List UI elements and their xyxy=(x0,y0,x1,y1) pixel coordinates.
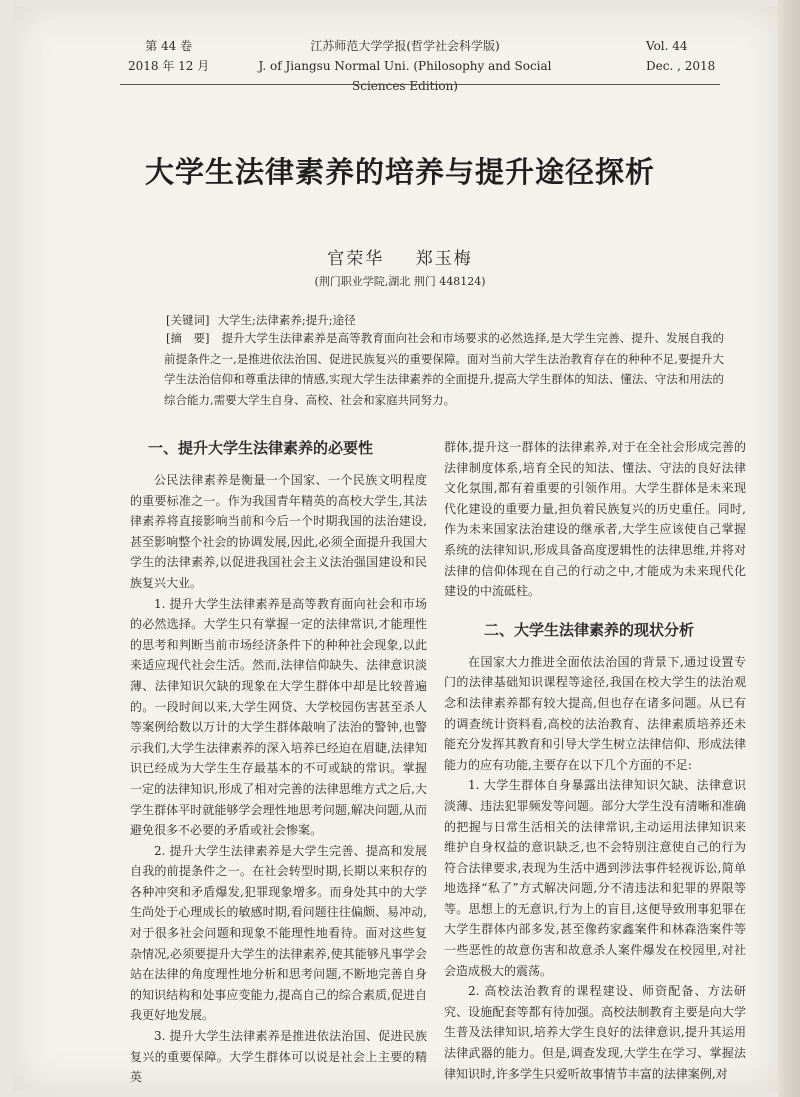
header-journal xyxy=(250,36,560,96)
body-paragraph: 1. 提升大学生法律素养是高等教育面向社会和市场的必然选择。大学生只有掌握一定的法律常识,才能理性的思考和判断当前市场经济条件下的种种社会现象,以此来适应现代社会生活。然而,法律信仰缺失、法律意识淡薄、法律知识欠缺的现象在大学生群体中却是比较普遍的。一段时间以来,大学生网贷、大学校园伤害甚至杀人等案例给数以万计的大学生群体敲响了法治的警钟,也警示我们,大学生法律素养的深入培养已经迫在眉睫,法律知识已经成为大学生生存最基本的不可或缺的常识。掌握一定的法律知识,形成了相对完善的法律思维方式之后,大学生群体平时就能够学会理性地思考问题,解决问题,从而避免很多不必要的矛盾或社会惨案。 xyxy=(130,596,427,838)
header-right xyxy=(646,36,715,76)
article-title: 大学生法律素养的培养与提升途径探析 xyxy=(144,155,655,189)
keywords xyxy=(164,310,724,330)
section-heading: 一、提升大学生法律素养的必要性 xyxy=(148,439,374,457)
keywords-text: 大学生;法律素养;提升;途径 xyxy=(217,313,356,327)
body-paragraph: 3. 提升大学生法律素养是推进依法治国、促进民族复兴的重要保障。大学生群体可以说是社会上主要的精英 xyxy=(130,1029,427,1085)
abstract-label: [摘 要] xyxy=(166,331,210,345)
right-column xyxy=(444,437,746,1084)
header-volume-en: Vol. 44 xyxy=(646,39,688,53)
author-name: 官荣华 xyxy=(327,249,385,269)
section-heading: 二、大学生法律素养的现状分析 xyxy=(484,620,695,639)
header-journal-en: J. of Jiangsu Normal Uni. (Philosophy and Social Sciences Edition) xyxy=(258,59,552,93)
abstract xyxy=(164,328,724,410)
affiliation: (荆门职业学院,湖北 荆门 448124) xyxy=(314,275,486,288)
header-left xyxy=(128,36,209,76)
body-paragraph: 2. 提升大学生法律素养是大学生完善、提高和发展自我的前提条件之一。在社会转型时期,长期以来积存的各种冲突和矛盾爆发,犯罪现象增多。而身处其中的大学生尚处于心理成长的敏感时期,看问题往往偏颇、易冲动,对于很多社会问题和现象不能理性地看待。面对这些复杂情况,必须要提升大学生的法律素养,使其能够凡事学会站在法律的角度理性地分析和思考问题,不断地完善自身的知识结构和处事应变能力,提高自己的综合素质,促进自我更好地发展。 xyxy=(130,843,427,1023)
abstract-text: 提升大学生法律素养是高等教育面向社会和市场要求的必然选择,是大学生完善、提升、发展自我的前提条件之一,是推进依法治国、促进民族复兴的重要保障。面对当前大学生法治教育存在的种种不足,要提升大学生法治信仰和尊重法律的情感,实现大学生法律素养的全面提升,提高大学生群体的知法、懂法、守法和用法的综合能力,需要大学生自身、高校、社会和家庭共同努力。 xyxy=(164,331,724,407)
left-column xyxy=(130,428,427,1088)
header-date-en: Dec. , 2018 xyxy=(646,59,716,73)
body-paragraph: 1. 大学生群体自身暴露出法律知识欠缺、法律意识淡薄、违法犯罪频发等问题。部分大学生没有清晰和准确的把握与日常生活相关的法律常识,主动运用法律知识来维护自身权益的意识缺乏,也不会特别注意使自己的行为符合法律要求,表现为生活中遇到涉法事件轻视诉讼,简单地选择“私了”方式解决问题,分不清违法和犯罪的界限等等。思想上的无意识,行为上的盲目,这便导致刑事犯罪在大学生群体内部多发,甚至像药家鑫案件和林森浩案件等一些恶性的故意伤害和故意杀人案件爆发在校园里,对社会造成极大的震荡。 xyxy=(444,778,746,978)
author-name: 郑玉梅 xyxy=(415,249,473,269)
header-rule xyxy=(120,84,720,85)
body-paragraph: 群体,提升这一群体的法律素养,对于在全社会形成完善的法律制度体系,培育全民的知法、懂法、守法的良好法律文化氛围,都有着重要的引领作用。大学生群体是未来现代化建设的重要力量,担负着民族复兴的历史重任。同时,作为未来国家法治建设的继承者,大学生应该使自己掌握系统的法律知识,形成具备高度逻辑性的法律思维,并将对法律的信仰体现在自己的行动之中,才能成为未来现代化建设的中流砥柱。 xyxy=(444,440,746,599)
body-paragraph: 在国家大力推进全面依法治国的背景下,通过设置专门的法律基础知识课程等途径,我国在校大学生的法治观念和法律素养都有较大提高,但也存在诸多问题。从已有的调查统计资料看,高校的法治教育、法律素质培养还未能充分发挥其教育和引导大学生树立法律信仰、形成法律能力的应有功能,主要存在以下几个方面的不足: xyxy=(444,654,746,772)
author-list xyxy=(0,244,800,269)
body-paragraph: 2. 高校法治教育的课程建设、师资配备、方法研究、设施配套等都有待加强。高校法制教育主要是向大学生普及法律知识,培养大学生良好的法律意识,提升其运用法律武器的能力。但是,调查发现,大学生在学习、掌握法律知识时,许多学生只爱听故事情节丰富的法律案例,对 xyxy=(444,984,746,1081)
keywords-label: [关键词] xyxy=(166,313,210,327)
header-volume-cn: 第 44 卷 xyxy=(145,39,193,53)
header-date-cn: 2018 年 12 月 xyxy=(128,59,210,73)
header-journal-cn: 江苏师范大学学报(哲学社会科学版) xyxy=(310,39,500,53)
body-paragraph: 公民法律素养是衡量一个国家、一个民族文明程度的重要标准之一。作为我国青年精英的高校大学生,其法律素养将直接影响当前和今后一个时期我国的法治建设,甚至影响整个社会的协调发展,因此,必须全面提升我国大学生的法律素养,以促进我国社会主义法治强国建设和民族复兴大业。 xyxy=(130,473,427,590)
